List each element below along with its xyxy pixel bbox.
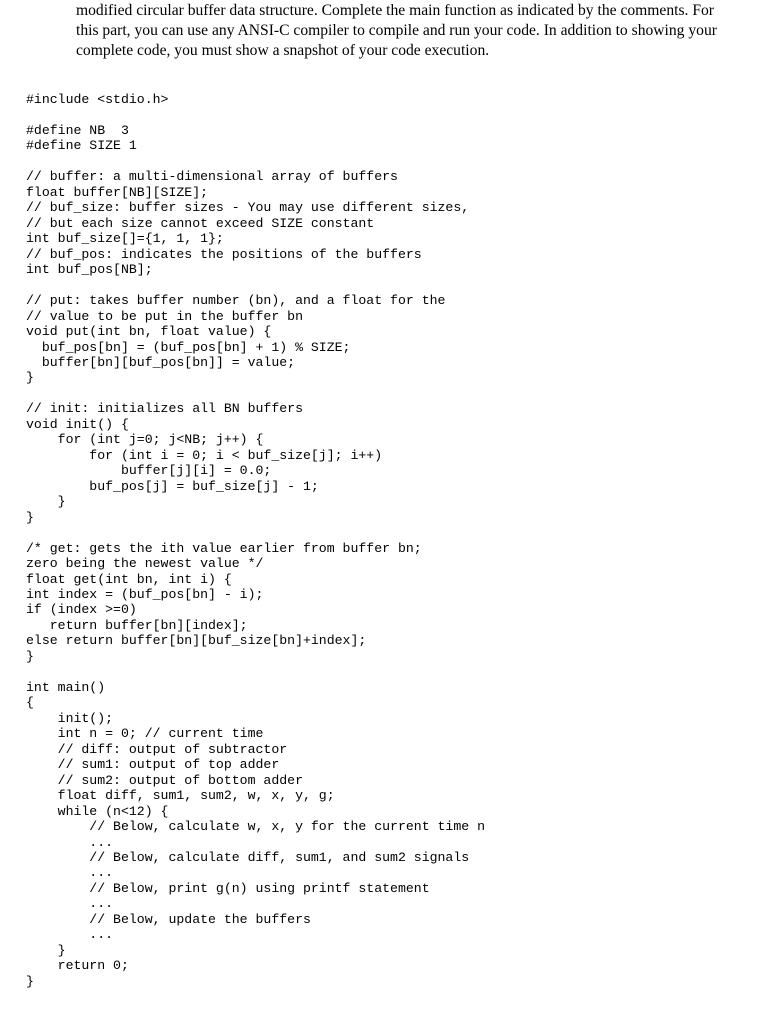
code-line: for (int i = 0; i < buf_size[j]; i++)	[26, 447, 383, 463]
paragraph-line: modified circular buffer data structure. Complete the main function as indicated by the comments. For	[76, 2, 714, 19]
code-line: int main()	[26, 679, 106, 695]
intro-paragraph	[76, 1, 766, 61]
code-line: void init() {	[26, 416, 129, 432]
code-line: }	[26, 973, 34, 989]
code-line: // put: takes buffer number (bn), and a float for the	[26, 293, 446, 309]
code-line: /* get: gets the ith value earlier from buffer bn;	[26, 540, 422, 556]
code-line: }	[26, 942, 66, 958]
code-line: float diff, sum1, sum2, w, x, y, g;	[26, 788, 335, 804]
code-line: }	[26, 648, 34, 664]
code-line: buffer[j][i] = 0.0;	[26, 463, 272, 479]
code-line: }	[26, 494, 66, 510]
code-line: // buf_pos: indicates the positions of the buffers	[26, 246, 422, 262]
code-line: else return buffer[bn][buf_size[bn]+index];	[26, 633, 367, 649]
code-line: ...	[26, 865, 114, 881]
code-line: // sum2: output of bottom adder	[26, 772, 303, 788]
code-line: ...	[26, 834, 114, 850]
code-line: }	[26, 509, 34, 525]
code-line: // buffer: a multi-dimensional array of buffers	[26, 169, 398, 185]
code-line: int index = (buf_pos[bn] - i);	[26, 587, 264, 602]
code-line: float buffer[NB][SIZE];	[26, 184, 209, 200]
code-line: buffer[bn][buf_pos[bn]] = value;	[26, 354, 296, 370]
code-line: int n = 0; // current time	[26, 726, 264, 742]
code-line: #include <stdio.h>	[26, 92, 169, 107]
code-line: // init: initializes all BN buffers	[26, 401, 303, 417]
code-line: int buf_pos[NB];	[26, 262, 153, 278]
paragraph-line: this part, you can use any ANSI-C compiler to compile and run your code. In addition to showing your	[76, 22, 717, 39]
code-line: #define NB 3	[26, 122, 129, 138]
code-line: buf_pos[bn] = (buf_pos[bn] + 1) % SIZE;	[26, 339, 351, 355]
code-line: // diff: output of subtractor	[26, 741, 288, 757]
code-line: #define SIZE 1	[26, 138, 137, 154]
code-line: // Below, calculate w, x, y for the current time n	[26, 819, 485, 835]
code-line	[26, 107, 766, 122]
code-line: {	[26, 695, 34, 711]
code-line: void put(int bn, float value) {	[26, 324, 272, 340]
code-line: while (n<12) {	[26, 803, 169, 819]
code-line: // sum1: output of top adder	[26, 757, 280, 773]
code-line: // buf_size: buffer sizes - You may use different sizes,	[26, 200, 470, 216]
code-line: return 0;	[26, 958, 129, 974]
code-line: buf_pos[j] = buf_size[j] - 1;	[26, 478, 319, 494]
code-line: // Below, update the buffers	[26, 911, 311, 927]
code-line: // but each size cannot exceed SIZE constant	[26, 215, 375, 231]
code-line: if (index >=0)	[26, 602, 137, 618]
code-line: }	[26, 370, 34, 386]
paragraph-line: complete code, you must show a snapshot of your code execution.	[76, 42, 490, 59]
code-line: // Below, calculate diff, sum1, and sum2 signals	[26, 849, 470, 865]
code-line: ...	[26, 927, 114, 943]
code-line: // Below, print g(n) using printf statement	[26, 880, 430, 896]
code-line	[26, 154, 766, 169]
code-line: return buffer[bn][index];	[26, 617, 248, 633]
code-line	[26, 278, 766, 293]
code-line: float get(int bn, int i) {	[26, 571, 232, 587]
code-line	[26, 386, 766, 401]
code-line: zero being the newest value */	[26, 556, 264, 572]
code-line: // value to be put in the buffer bn	[26, 308, 303, 324]
code-line: int buf_size[]={1, 1, 1};	[26, 231, 224, 247]
code-line	[26, 664, 766, 679]
code-line: ...	[26, 896, 114, 912]
code-listing	[26, 92, 766, 989]
code-line	[26, 525, 766, 540]
code-line: for (int j=0; j<NB; j++) {	[26, 432, 264, 448]
code-line: init();	[26, 710, 114, 726]
